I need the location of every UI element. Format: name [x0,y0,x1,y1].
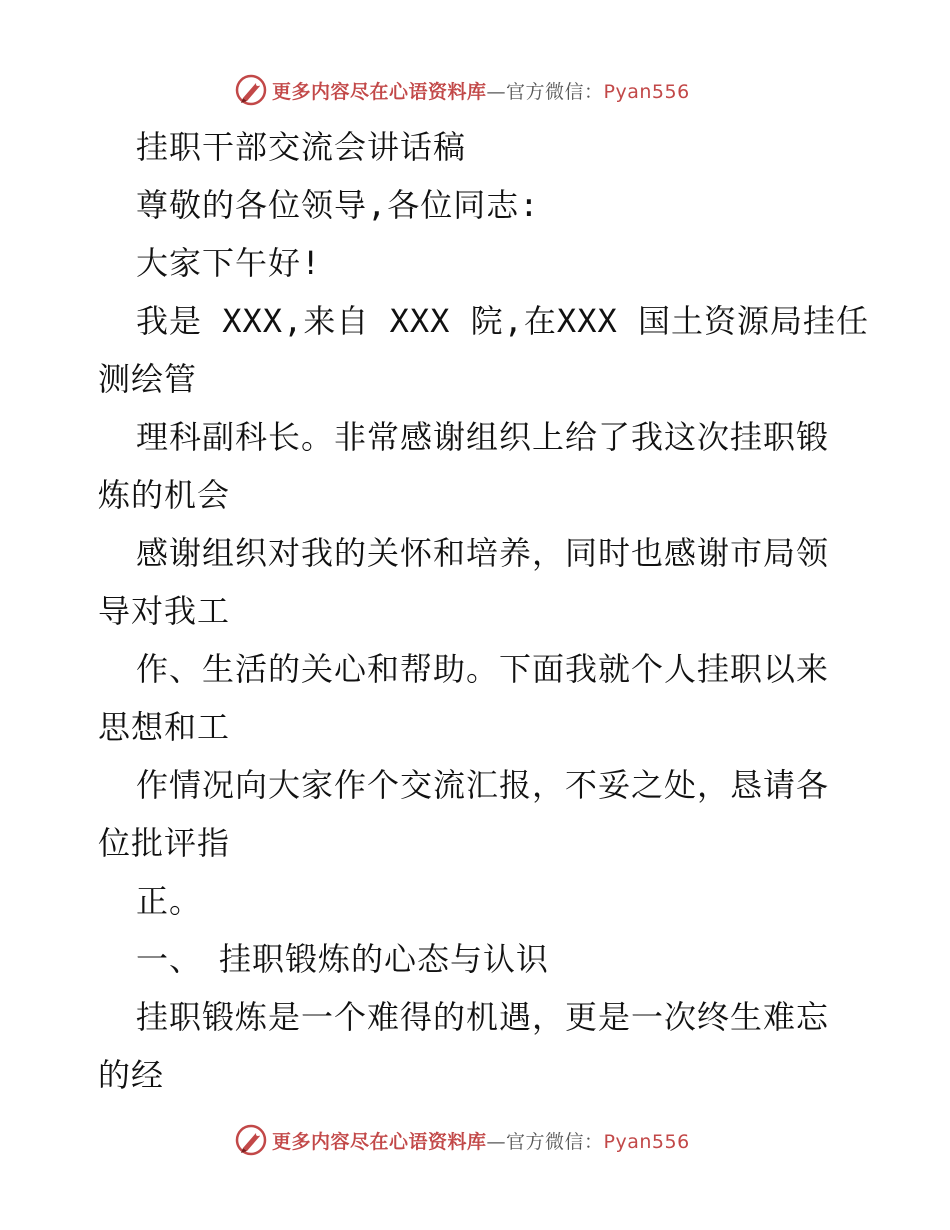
banner-brand-sub: 官方微信： [506,80,604,103]
banner-brand-sub: 官方微信： [506,1130,604,1153]
banner-dash: — [486,80,507,103]
banner-brand-id: Pyan556 [603,80,690,103]
doc-line: 大家下午好! [136,244,322,282]
doc-line: 一、 挂职锻炼的心态与认识 [136,940,550,978]
doc-line: 正。 [136,882,203,920]
footer-banner [234,1122,690,1158]
doc-line: 挂职锻炼是一个难得的机遇，更是一次终生难忘 [136,998,830,1036]
doc-line: 位批评指 [98,824,231,862]
doc-line: 导对我工 [98,592,231,630]
doc-line: 的经 [98,1056,165,1094]
doc-line: 测绘管 [98,360,198,398]
banner-brand-main: 更多内容尽在心语资料库 [272,1130,487,1153]
doc-line: 作情况向大家作个交流汇报，不妥之处，恳请各 [136,766,830,804]
banner-text [272,1127,690,1154]
header-banner [234,72,690,108]
banner-brand-main: 更多内容尽在心语资料库 [272,80,487,103]
doc-line: 感谢组织对我的关怀和培养，同时也感谢市局领 [136,534,830,572]
doc-line: 思想和工 [98,708,231,746]
doc-line: 尊敬的各位领导,各位同志: [136,186,540,224]
red-pen-logo-icon [234,1123,268,1157]
doc-line: 炼的机会 [98,476,231,514]
doc-line: 挂职干部交流会讲话稿 [136,128,467,166]
banner-brand-id: Pyan556 [603,1130,690,1153]
banner-dash: — [486,1130,507,1153]
doc-line: 我是 XXX,来自 XXX 院,在XXX 国土资源局挂任 [136,302,869,340]
red-pen-logo-icon [234,73,268,107]
document-body [98,118,869,1104]
doc-line: 作、生活的关心和帮助。下面我就个人挂职以来 [136,650,830,688]
doc-line: 理科副科长。非常感谢组织上给了我这次挂职锻 [136,418,830,456]
banner-text [272,77,690,104]
